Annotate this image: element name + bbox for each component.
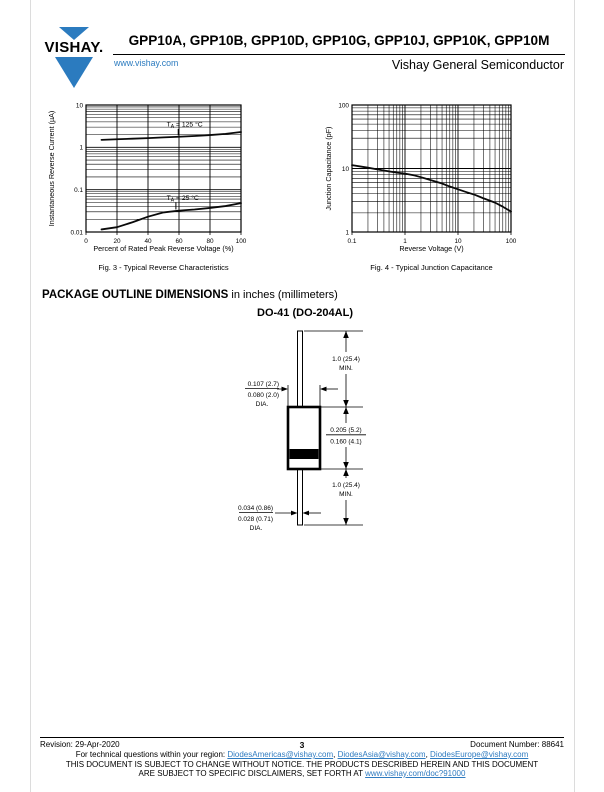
svg-text:20: 20 xyxy=(113,238,121,245)
svg-text:Fig. 4 - Typical Junction Capa: Fig. 4 - Typical Junction Capacitance xyxy=(370,263,493,272)
fig4-plot xyxy=(322,98,562,288)
svg-text:60: 60 xyxy=(175,238,183,245)
svg-text:TA = 25 °C: $T_A = 25$ °C xyxy=(166,195,199,204)
website-link[interactable]: www.vishay.com xyxy=(114,58,179,68)
contact-prefix: For technical questions within your region: xyxy=(75,750,228,759)
disclaimer-link[interactable]: www.vishay.com/doc?91000 xyxy=(365,769,466,778)
page-title: GPP10A, GPP10B, GPP10D, GPP10G, GPP10J, GPP10K, GPP10M xyxy=(128,33,550,48)
svg-text:100: 100 xyxy=(235,238,247,245)
dim-body-length-lower: 0.160 (4.1) xyxy=(330,438,362,446)
dim-lead-dia-lower: 0.028 (0.71) xyxy=(237,516,273,523)
email-europe-link[interactable]: DiodesEurope@vishay.com xyxy=(430,750,529,759)
cathode-band xyxy=(290,449,319,459)
document-number: Document Number: 88641 xyxy=(470,740,564,749)
vishay-logo xyxy=(38,27,110,88)
revision-date: Revision: 29-Apr-2020 xyxy=(40,740,120,749)
header-divider xyxy=(113,54,565,55)
svg-text:100: 100 xyxy=(505,238,517,245)
diode-lead-bottom xyxy=(298,469,303,525)
svg-text:1: 1 xyxy=(79,144,83,152)
email-asia-link[interactable]: DiodesAsia@vishay.com xyxy=(337,750,426,759)
svg-text:80: 80 xyxy=(206,238,214,245)
svg-text:0.1: 0.1 xyxy=(74,186,83,194)
svg-text:Fig. 3 - Typical Reverse Chara: Fig. 3 - Typical Reverse Characteristics xyxy=(98,263,229,272)
dim-lead-dia-upper: 0.034 (0.86) xyxy=(237,505,273,512)
email-americas-link[interactable]: DiodesAmericas@vishay.com xyxy=(227,750,334,759)
svg-text:1: 1 xyxy=(403,238,407,245)
diode-body xyxy=(288,407,320,469)
dim-body-dia-suffix: DIA. xyxy=(255,401,269,408)
footer-divider xyxy=(40,737,564,738)
dim-lead-dia-suffix: DIA. xyxy=(249,525,263,532)
package-name: DO-41 (DO-204AL) xyxy=(257,307,353,319)
package-outline-drawing xyxy=(205,323,405,535)
dim-body-dia-upper: 0.107 (2.7) xyxy=(247,381,279,388)
footer-contact-line xyxy=(0,750,604,759)
separator: , xyxy=(425,750,431,759)
division-name: Vishay General Semiconductor xyxy=(391,58,564,72)
svg-text:1: 1 xyxy=(345,229,349,237)
svg-text:0: 0 xyxy=(84,238,88,245)
package-section-heading xyxy=(42,289,338,301)
dim-body-dia-lower: 0.080 (2.0) xyxy=(247,392,279,399)
svg-text:Percent of Rated Peak Reverse: Percent of Rated Peak Reverse Voltage (%) xyxy=(93,244,234,253)
dim-lead-bottom-value: 1.0 (25.4) xyxy=(332,482,360,489)
svg-text:10: 10 xyxy=(341,165,349,173)
dim-body-length-upper: 0.205 (5.2) xyxy=(330,427,362,434)
svg-text:Instantaneous Reverse Current: Instantaneous Reverse Current (µA) xyxy=(47,110,56,227)
disclaimer-line-1: THIS DOCUMENT IS SUBJECT TO CHANGE WITHOUT NOTICE. THE PRODUCTS DESCRIBED HEREIN AND THIS DOCUMENT xyxy=(65,760,539,769)
page-edge-right xyxy=(574,0,575,792)
svg-text:Reverse Voltage (V): Reverse Voltage (V) xyxy=(399,244,464,253)
svg-text:0.01: 0.01 xyxy=(70,229,83,237)
vishay-triangle-bottom-icon xyxy=(55,57,93,88)
dim-lead-top-value: 1.0 (25.4) xyxy=(332,356,360,363)
fig3-plot xyxy=(42,98,282,288)
dim-lead-bottom-min: MIN. xyxy=(339,491,353,498)
page-edge-left xyxy=(30,0,31,792)
svg-text:TA = 125 °C: $T_A = 125$ °C xyxy=(166,121,203,131)
dim-lead-top-min: MIN. xyxy=(339,365,353,372)
vishay-logo-wordmark: VISHAY. xyxy=(44,39,104,56)
package-heading-bold: PACKAGE OUTLINE DIMENSIONS xyxy=(42,289,229,301)
svg-text:10: 10 xyxy=(454,238,462,245)
svg-text:100: 100 xyxy=(338,102,349,110)
svg-text:10: 10 xyxy=(75,102,83,110)
svg-text:40: 40 xyxy=(144,238,152,245)
svg-text:Junction Capacitance (pF): Junction Capacitance (pF) xyxy=(324,126,333,211)
page-number: 3 xyxy=(299,740,305,750)
junction-capacitance-chart xyxy=(322,98,562,288)
disclaimer-prefix: ARE SUBJECT TO SPECIFIC DISCLAIMERS, SET FORTH AT xyxy=(138,769,366,778)
diode-lead-top xyxy=(298,331,303,407)
reverse-characteristics-chart xyxy=(42,98,282,288)
svg-text:0.1: 0.1 xyxy=(347,238,357,245)
disclaimer-line-2 xyxy=(0,769,604,778)
separator: , xyxy=(333,750,338,759)
package-heading-units: in inches (millimeters) xyxy=(228,289,338,301)
